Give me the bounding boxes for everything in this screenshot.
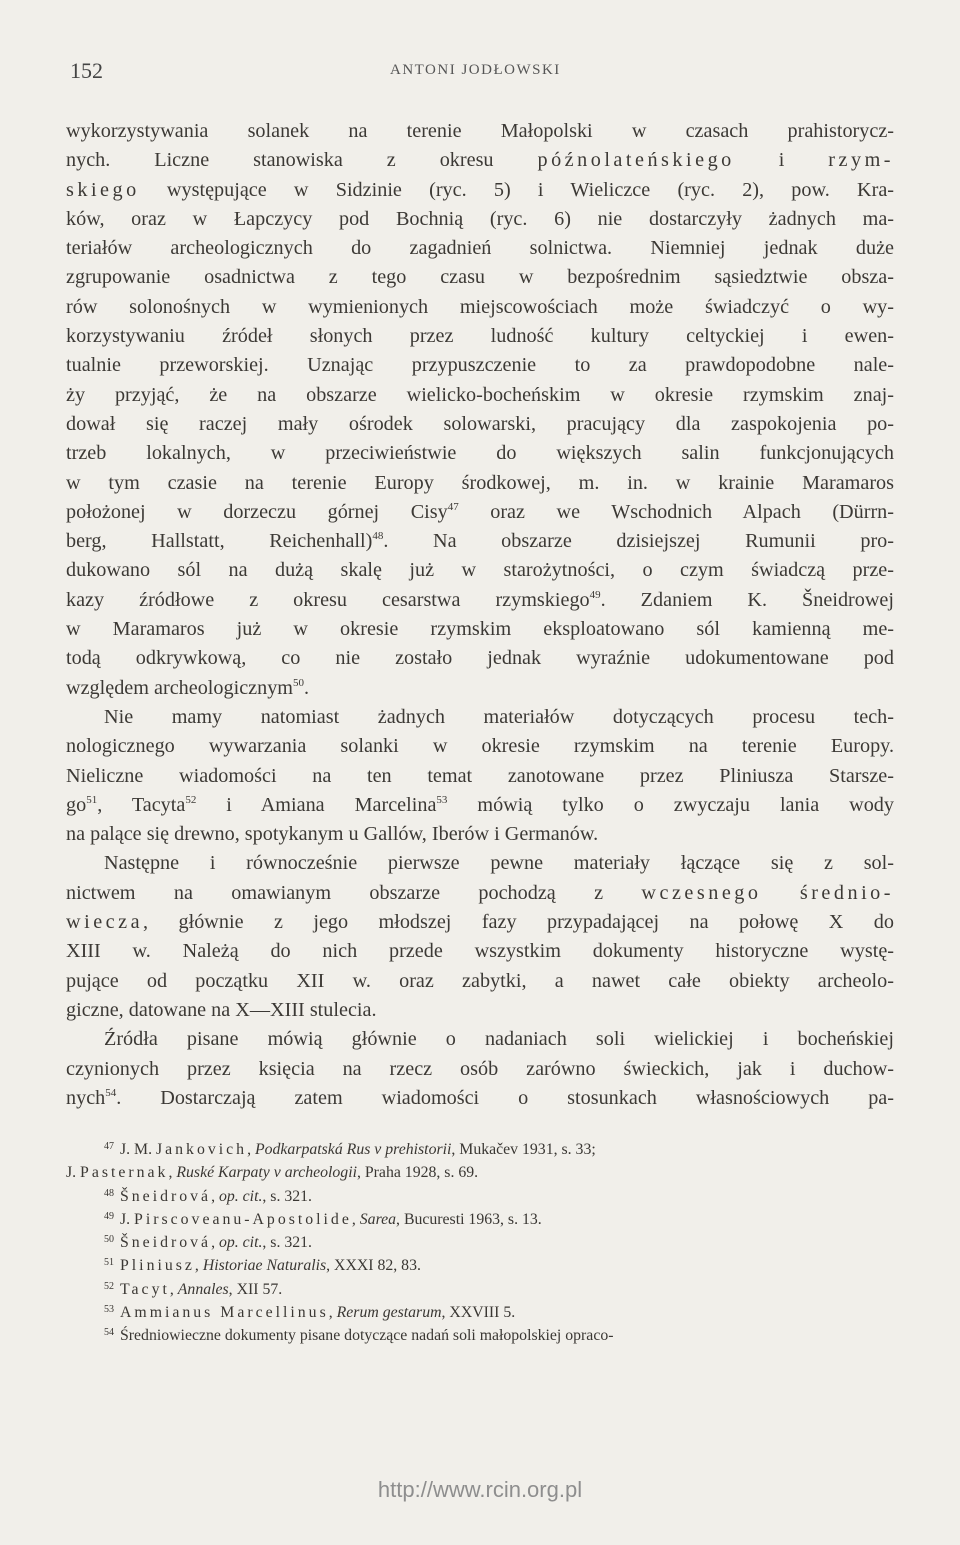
watermark-url: http://www.rcin.org.pl — [377, 1477, 583, 1502]
footnote: $^{49}$ J. Pirscoveanu-Apostolide, Sarea, Bucuresti 1963, s. 13. — [104, 1210, 542, 1228]
text-line: teriałów archeologicznych do zagadnień solnictwa. Niemniej jednak duże — [66, 237, 894, 260]
footnote: $^{53}$ Ammianus Marcellinus, Rerum gestarum, XXVIII 5. — [104, 1304, 516, 1322]
running-head: ANTONI JODŁOWSKI — [390, 62, 561, 78]
footnote: $^{54}$ Średniowieczne dokumenty pisane dotyczące nadań soli małopolskiej opraco- — [104, 1327, 614, 1345]
text-line: kazy źródłowe z okresu cesarstwa rzymskiego$^{49}$. Zdaniem K. Šneidrowej — [66, 588, 894, 611]
footnote: $^{50}$ Šneidrová, op. cit., s. 321. — [104, 1234, 312, 1252]
text-line: czynionych przez księcia na rzecz osób zarówno świeckich, jak i duchow- — [66, 1057, 894, 1080]
footnote: $^{47}$ J. M. Jankovich, Podkarpatská Rus v prehistorii, Mukačev 1931, s. 33; — [104, 1141, 596, 1158]
text-line: wiecza, głównie z jego młodszej fazy przypadającej na połowę X do — [66, 911, 894, 934]
text-line: zgrupowanie osadnictwa z tego czasu w bezpośrednim sąsiedztwie obsza- — [66, 266, 894, 289]
text-line: rów solonośnych w wymienionych miejscowościach może świadczyć o wy- — [66, 295, 894, 318]
text-line: wykorzystywania solanek na terenie Małopolski w czasach prahistorycz- — [66, 120, 894, 142]
text-line: nictwem na omawianym obszarze pochodzą z wczesnego średnio- — [66, 881, 894, 904]
text-line: Nie mamy natomiast żadnych materiałów dotyczących procesu tech- — [104, 705, 894, 728]
page-number: 152 — [70, 58, 103, 83]
footnote: J. Pasternak, Ruské Karpaty v archeologii, Praha 1928, s. 69. — [66, 1164, 479, 1182]
text-line: todą odkrywkową, co nie zostało jednak wyraźnie udokumentowane pod — [66, 647, 894, 670]
text-line: berg, Hallstatt, Reichenhall)$^{48}$. Na obszarze dzisiejszej Rumunii pro- — [66, 530, 894, 553]
text-line: nologicznego wywarzania solanki w okresie rzymskim na terenie Europy. — [66, 735, 894, 758]
footnotes — [66, 1138, 894, 1348]
text-line: na palące się drewno, spotykanym u Gallów, Iberów i Germanów. — [66, 823, 599, 846]
text-line: Źródła pisane mówią głównie o nadaniach soli wielickiej i bocheńskiej — [104, 1028, 894, 1051]
text-line: pujące od początku XII w. oraz zabytki, a nawet całe obiekty archeolo- — [66, 969, 894, 992]
text-line: dował się raczej mały ośrodek solowarski, pracujący dla zaspokojenia po- — [66, 412, 894, 435]
text-line: położonej w dorzeczu górnej Cisy$^{47}$ oraz we Wschodnich Alpach (Dürrn- — [66, 500, 894, 523]
footnote: $^{48}$ Šneidrová, op. cit., s. 321. — [104, 1187, 312, 1205]
text-line: ży przyjąć, że na obszarze wielicko-bocheńskim w okresie rzymskim znaj- — [66, 383, 894, 406]
text-line: w tym czasie na terenie Europy środkowej, m. in. w krainie Maramaros — [66, 471, 894, 494]
text-line: względem archeologicznym$^{50}$. — [66, 676, 310, 699]
text-line: nych. Liczne stanowiska z okresu późnolateńskiego i rzym- — [66, 149, 894, 172]
footnote: $^{52}$ Tacyt, Annales, XII 57. — [104, 1280, 283, 1298]
text-line: giczne, datowane na X—XIII stulecia. — [66, 998, 377, 1021]
text-line: dukowano sól na dużą skalę już w starożytności, o czym świadczą prze- — [66, 559, 894, 582]
text-line: Nieliczne wiadomości na ten temat zanotowane przez Pliniusza Starsze- — [66, 764, 894, 787]
text-line: w Maramaros już w okresie rzymskim eksploatowano sól kamienną me- — [66, 618, 894, 641]
text-line: nych$^{54}$. Dostarczają zatem wiadomości o stosunkach własnościowych pa- — [66, 1086, 894, 1109]
text-line: tualnie przeworskiej. Uznając przypuszczenie to za prawdopodobne nale- — [66, 354, 894, 377]
text-line: korzystywaniu źródeł słonych przez ludność kultury celtyckiej i ewen- — [66, 325, 894, 348]
text-line: skiego występujące w Sidzinie (ryc. 5) i Wieliczce (ryc. 2), pow. Kra- — [66, 178, 894, 201]
text-line: ków, oraz w Łapczycy pod Bochnią (ryc. 6) nie dostarczyły żadnych ma- — [66, 207, 894, 230]
text-line: XIII w. Należą do nich przede wszystkim dokumenty historyczne wystę- — [66, 940, 894, 963]
text-line: trzeb lokalnych, w przeciwieństwie do większych salin funkcjonujących — [66, 442, 894, 465]
footnote: $^{51}$ Pliniusz, Historiae Naturalis, XXXI 82, 83. — [104, 1257, 421, 1275]
text-line: $go^{51}$, Tacyta$^{52}$ i Amiana Marcelina$^{53}$ mówią tylko o zwyczaju lania wody — [66, 793, 894, 816]
text-line: Następne i równocześnie pierwsze pewne materiały łączące się z sol- — [104, 852, 894, 875]
body-text — [66, 117, 894, 1113]
